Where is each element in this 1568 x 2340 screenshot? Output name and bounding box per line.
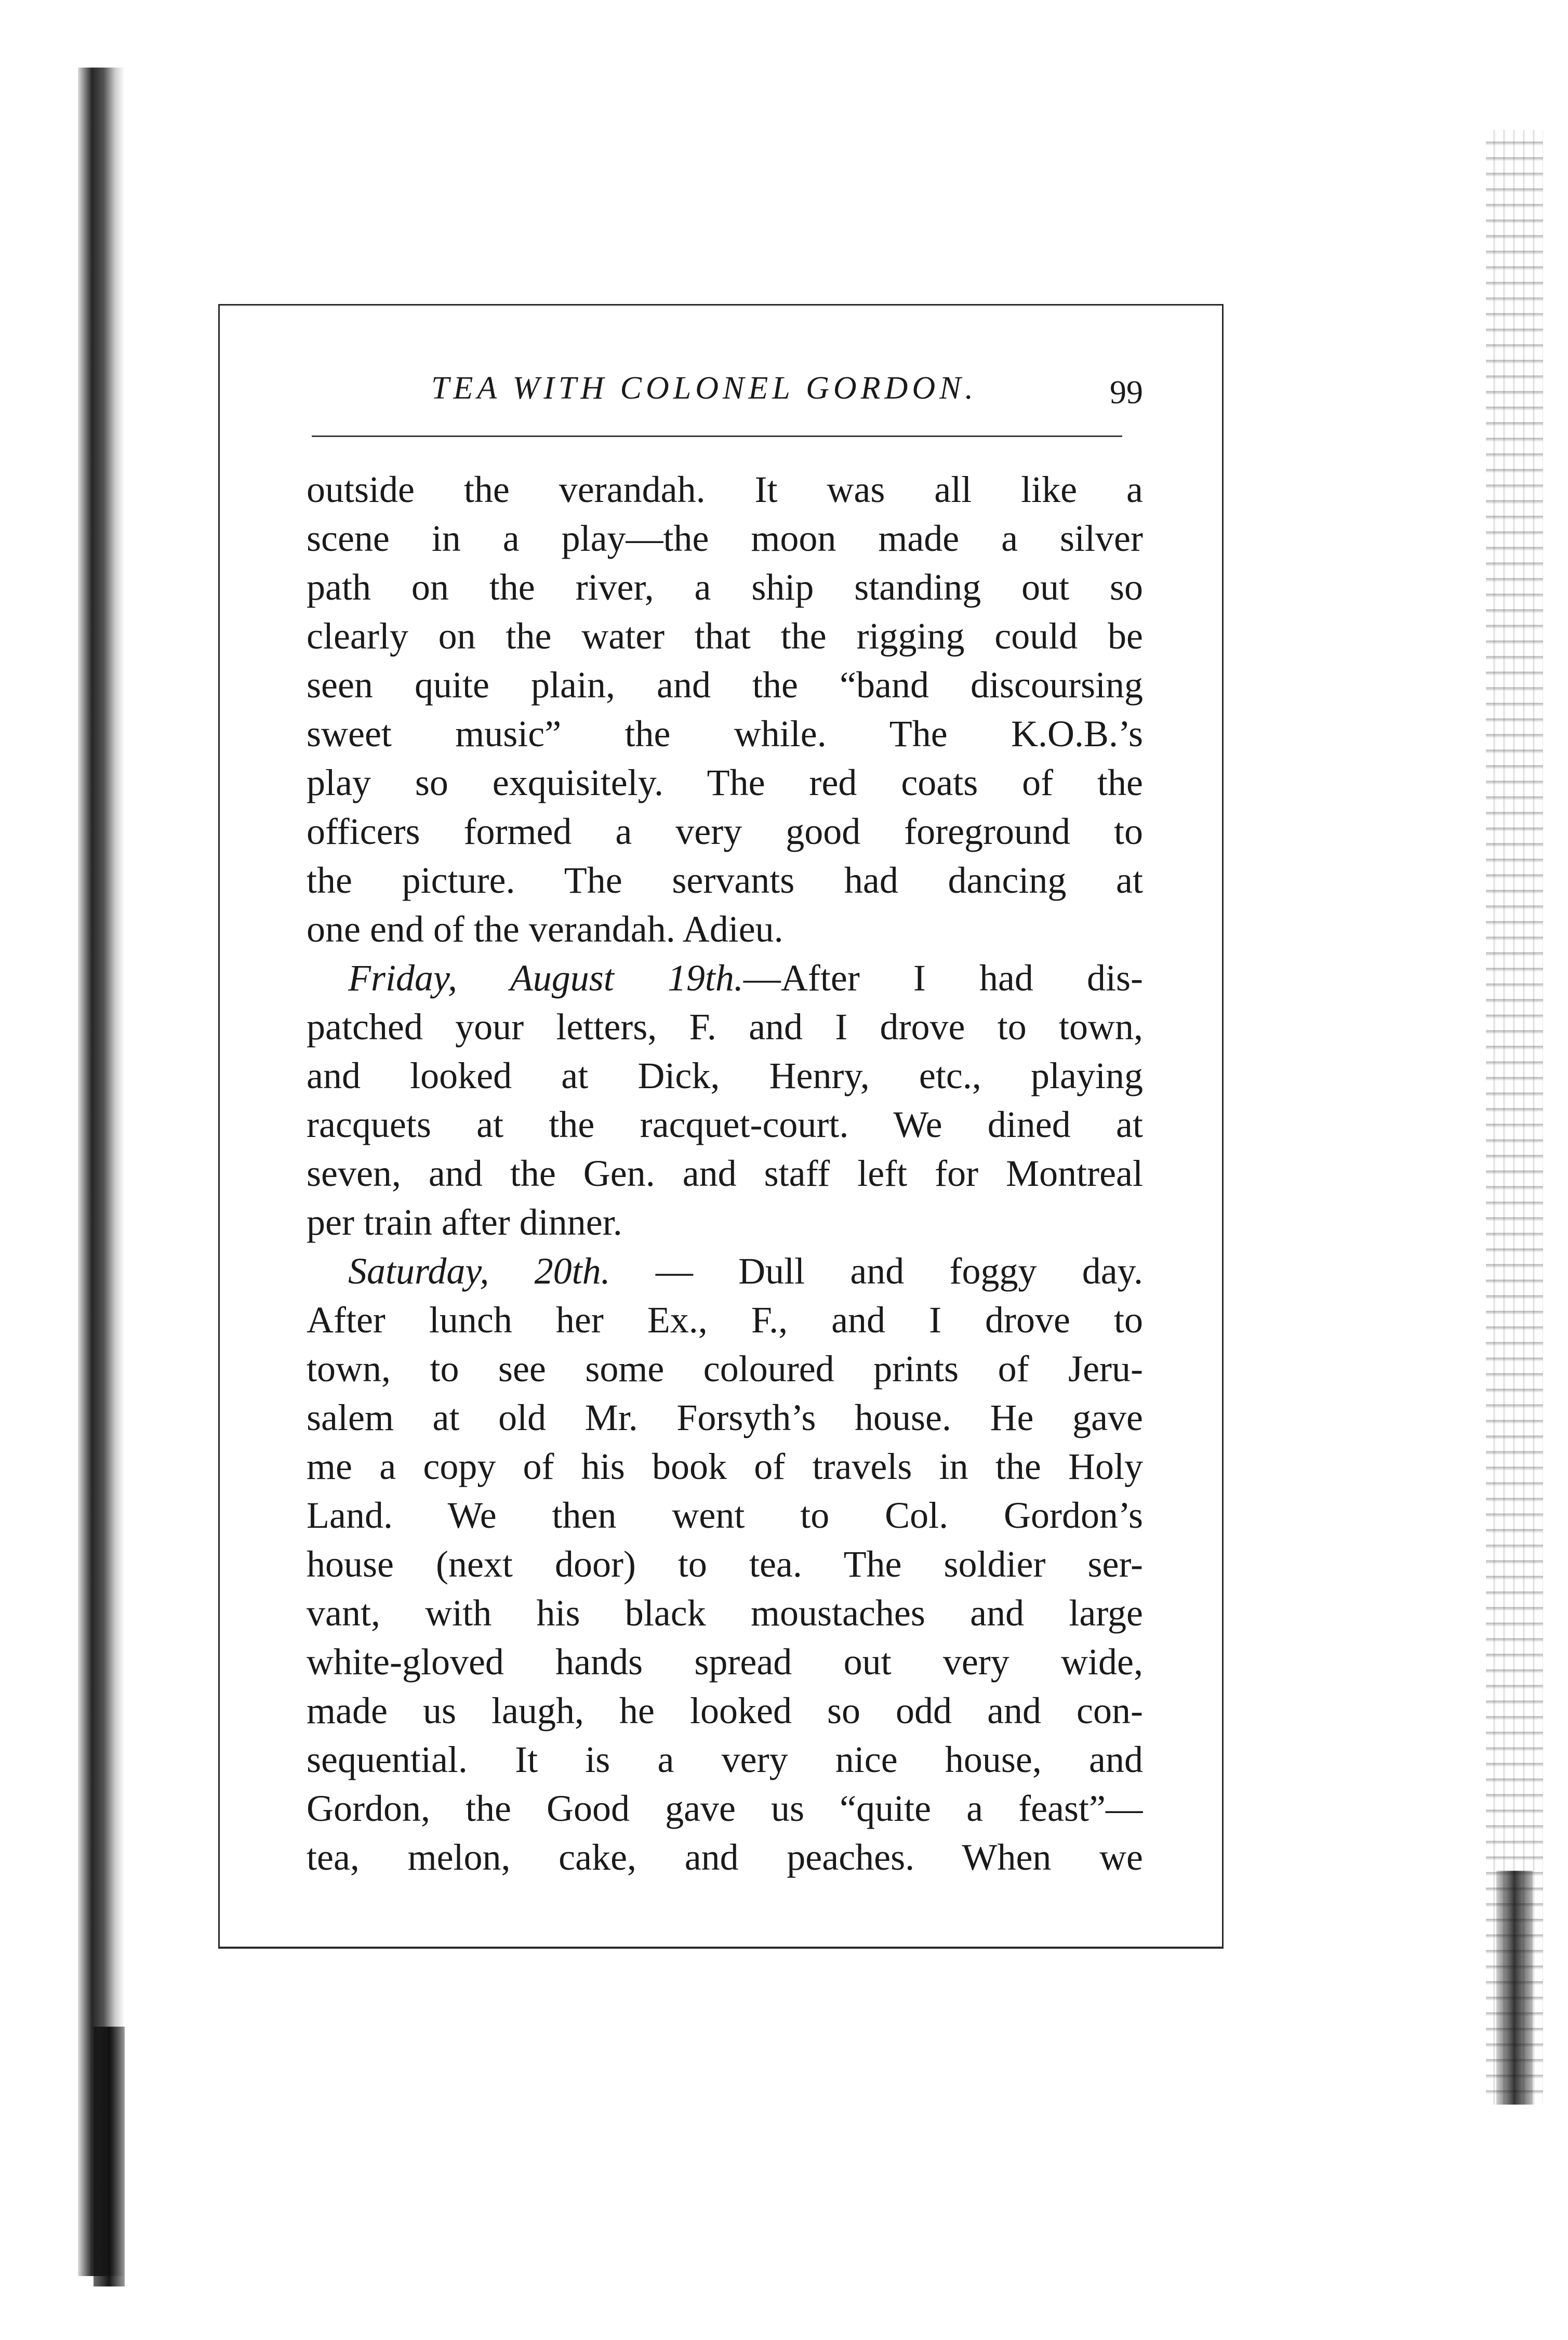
binding-edge-dark-patch bbox=[94, 2027, 125, 2286]
entry-first-line-text: —After I had dis- bbox=[743, 957, 1143, 999]
text-line: made us laugh, he looked so odd and con- bbox=[307, 1690, 1143, 1731]
running-title: TEA WITH COLONEL GORDON. bbox=[431, 371, 977, 406]
text-line: outside the verandah. It was all like a bbox=[307, 469, 1143, 510]
text-line: the picture. The servants had dancing at bbox=[307, 860, 1143, 901]
text-line: one end of the verandah. Adieu. bbox=[307, 908, 783, 950]
text-line: me a copy of his book of travels in the Holy bbox=[307, 1446, 1143, 1487]
text-line: clearly on the water that the rigging could be bbox=[307, 615, 1143, 657]
running-head bbox=[312, 364, 1143, 421]
text-line: vant, with his black moustaches and large bbox=[307, 1592, 1143, 1634]
entry-first-line bbox=[307, 954, 1143, 1002]
body-text bbox=[307, 465, 1143, 1882]
text-line: town, to see some coloured prints of Jeru- bbox=[307, 1348, 1143, 1390]
header-rule bbox=[312, 435, 1122, 437]
text-line: white-gloved hands spread out very wide, bbox=[307, 1641, 1143, 1683]
text-line: After lunch her Ex., F., and I drove to bbox=[307, 1299, 1143, 1341]
entry-date-heading: Saturday, 20th. bbox=[348, 1250, 610, 1292]
text-line: patched your letters, F. and I drove to town, bbox=[307, 1006, 1143, 1048]
binding-edge-shadow bbox=[78, 68, 125, 2276]
text-line: tea, melon, cake, and peaches. When we bbox=[307, 1836, 1143, 1878]
page-number: 99 bbox=[1110, 374, 1143, 411]
text-line: seen quite plain, and the “band discoursing bbox=[307, 664, 1143, 706]
text-line: and looked at Dick, Henry, etc., playing bbox=[307, 1055, 1143, 1096]
text-line: salem at old Mr. Forsyth’s house. He gave bbox=[307, 1397, 1143, 1438]
text-line: scene in a play—the moon made a silver bbox=[307, 518, 1143, 559]
text-line: path on the river, a ship standing out so bbox=[307, 566, 1143, 608]
text-line: sweet music” the while. The K.O.B.’s bbox=[307, 713, 1143, 755]
right-edge-dark-patch bbox=[1496, 1871, 1533, 2105]
right-edge-speckle bbox=[1486, 130, 1543, 2105]
text-line: seven, and the Gen. and staff left for Montreal bbox=[307, 1153, 1143, 1194]
text-line: house (next door) to tea. The soldier ser- bbox=[307, 1543, 1143, 1585]
entry-first-line-text: — Dull and foggy day. bbox=[610, 1250, 1143, 1292]
text-line: racquets at the racquet-court. We dined at bbox=[307, 1104, 1143, 1145]
text-line: sequential. It is a very nice house, and bbox=[307, 1739, 1143, 1780]
text-line: Gordon, the Good gave us “quite a feast”— bbox=[307, 1788, 1143, 1829]
text-line: officers formed a very good foreground to bbox=[307, 811, 1143, 852]
entry-date-heading: Friday, August 19th. bbox=[348, 957, 743, 999]
entry-first-line bbox=[307, 1247, 1143, 1295]
text-line: per train after dinner. bbox=[307, 1201, 622, 1243]
text-line: Land. We then went to Col. Gordon’s bbox=[307, 1495, 1143, 1536]
text-line: play so exquisitely. The red coats of the bbox=[307, 762, 1143, 803]
